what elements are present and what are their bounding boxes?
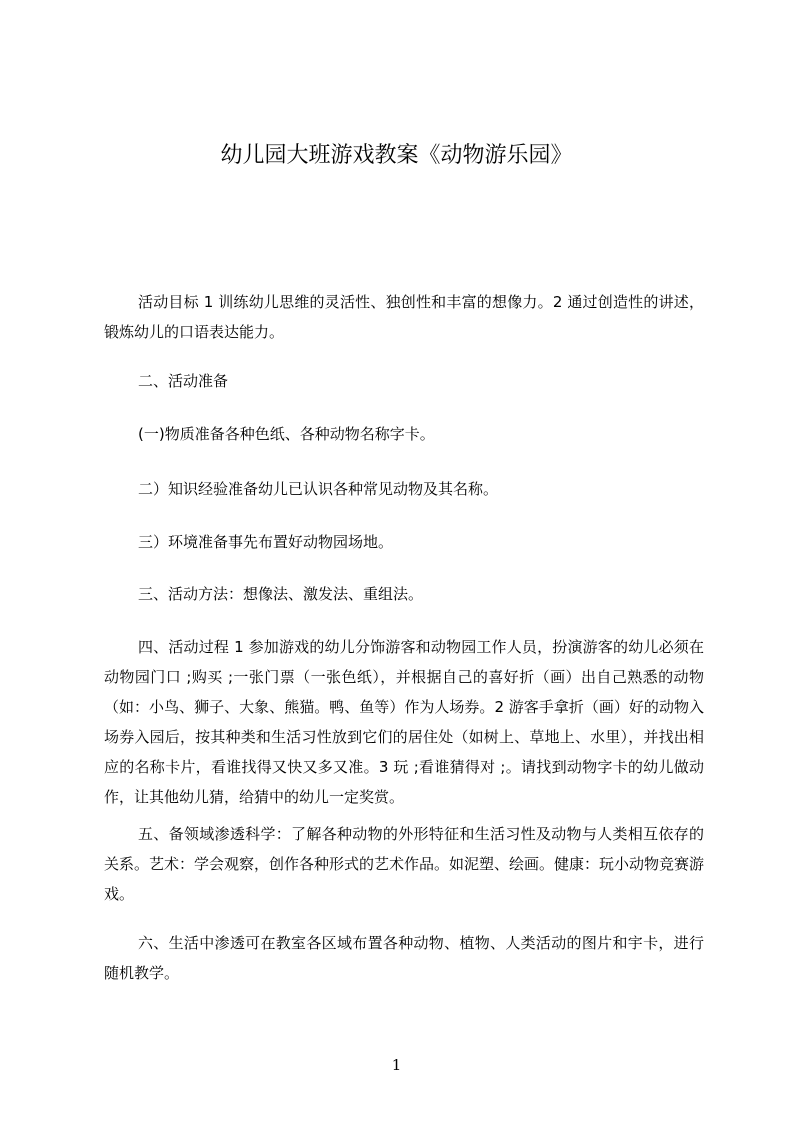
paragraph-domain-integration: 五、备领域渗透科学：了解各种动物的外形特征和生活习性及动物与人类相互依存的关系。艺术：学会观察，创作各种形式的艺术作品。如泥塑、绘画。健康：玩小动物竞赛游戏。	[104, 825, 705, 903]
paragraph-activity-methods: 三、活动方法：想像法、激发法、重组法。	[138, 585, 424, 603]
paragraph-environment-preparation: 三）环境准备事先布置好动物园场地。	[138, 533, 394, 551]
page-number: 1	[391, 1056, 402, 1074]
paragraph-material-preparation: (一)物质准备各种色纸、各种动物名称字卡。	[138, 425, 435, 443]
document-title: 幼儿园大班游戏教案《动物游乐园》	[220, 143, 573, 168]
paragraph-activity-process: 四、活动过程 1 参加游戏的幼儿分饰游客和动物园工作人员，扮演游客的幼儿必须在动物园门口 ;购买 ;一张门票（一张色纸），并根据自己的喜好折（画）出自己熟悉的动物（如：小鸟、狮子、大象、熊猫。鸭、鱼等）作为人场券。2 游客手拿折（画）好的动物入场券入园后，按其种类和生活习性放到它们的居住处（如树上、草地上、水里），并找出相应的名称卡片，看谁找得又快又多又准。3 玩 ;看谁猜得对 ;。请找到动物字卡的幼儿做动作，让其他幼儿猜，给猜中的幼儿一定奖赏。	[104, 638, 704, 806]
paragraph-activity-preparation-heading: 二、活动准备	[138, 372, 229, 390]
paragraph-knowledge-preparation: 二）知识经验准备幼儿已认识各种常见动物及其名称。	[138, 480, 499, 498]
paragraph-daily-life-integration: 六、生活中渗透可在教室各区域布置各种动物、植物、人类活动的图片和宇卡，进行随机教学。	[104, 934, 704, 982]
paragraph-activity-goals: 活动目标 1 训练幼儿思维的灵活性、独创性和丰富的想像力。2 通过创造性的讲述，锻炼幼儿的口语表达能力。	[104, 293, 704, 341]
